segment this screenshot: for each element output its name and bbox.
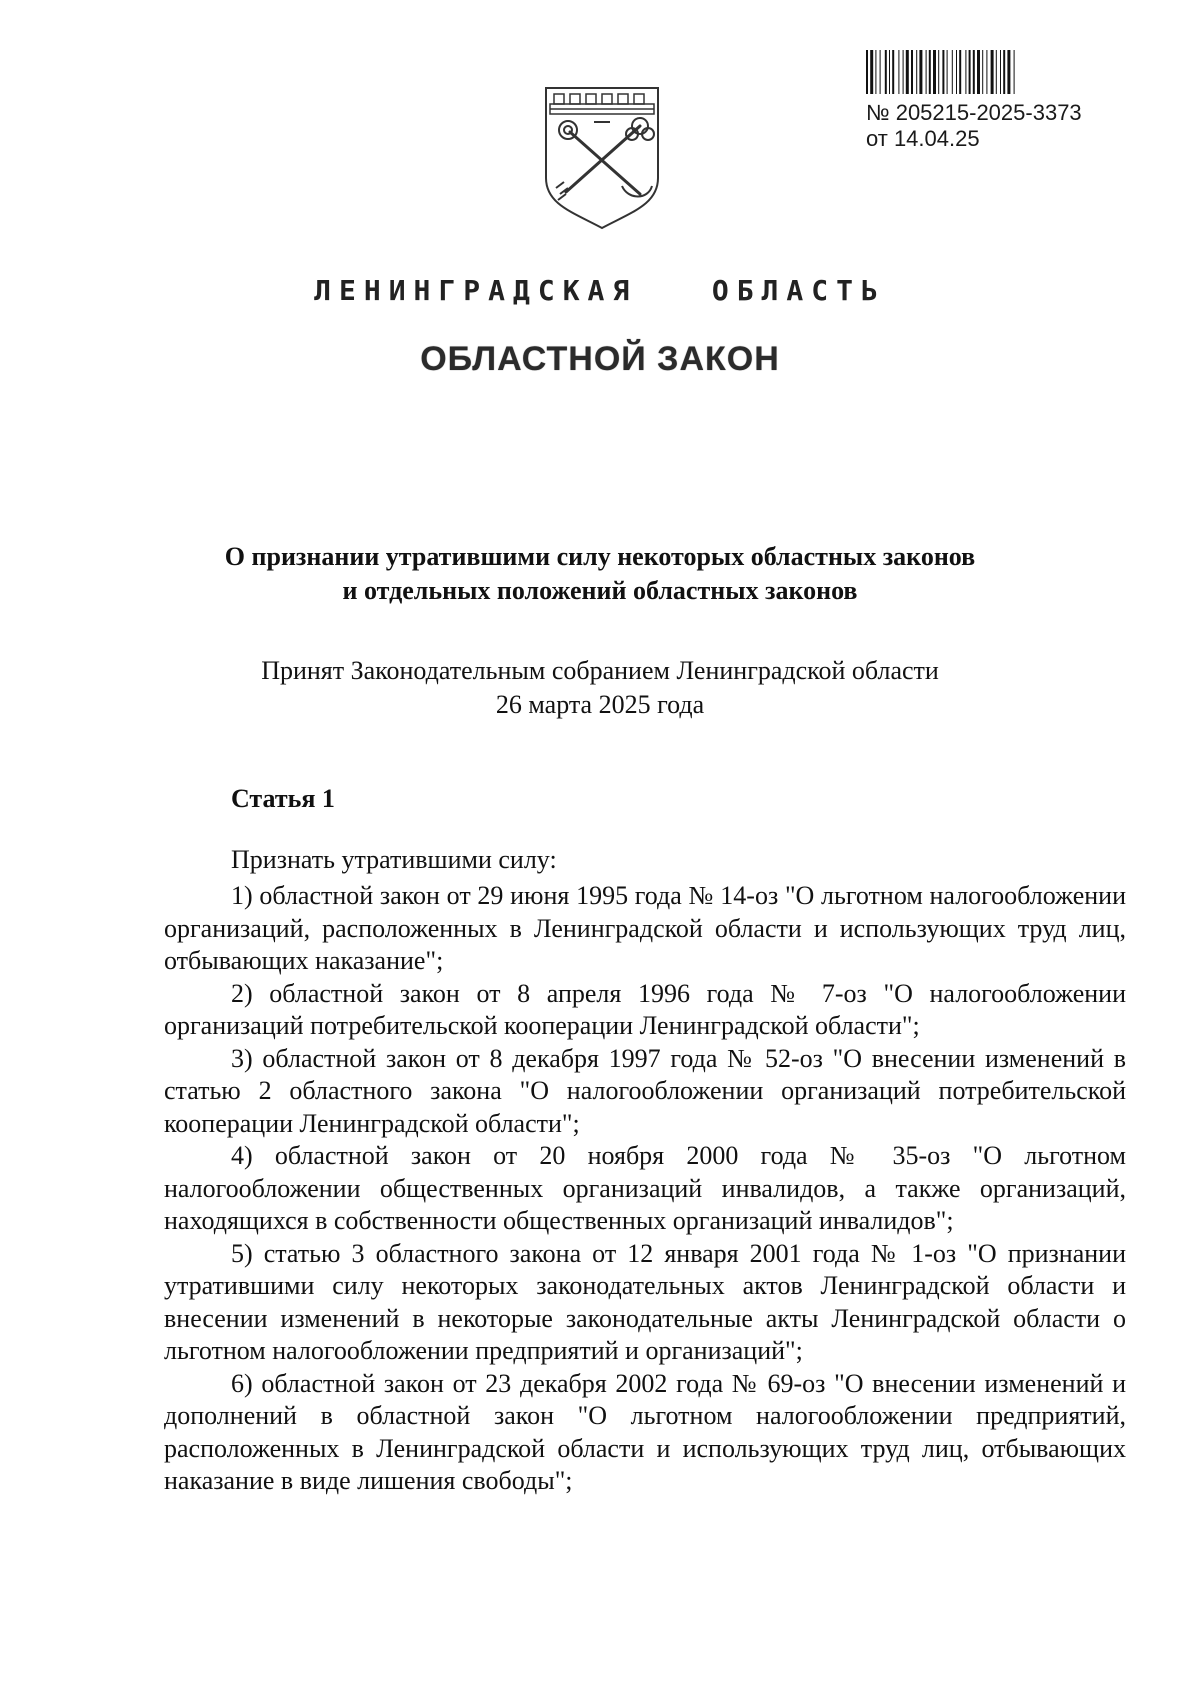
law-title-line-2: и отдельных положений областных законов xyxy=(342,576,858,605)
article-heading: Статья 1 xyxy=(231,784,335,813)
article-intro: Признать утратившими силу: xyxy=(231,845,557,874)
adoption-line-1: Принят Законодательным собранием Ленинградской области xyxy=(261,656,939,685)
coat-of-arms-icon xyxy=(536,82,668,230)
registration-block xyxy=(866,100,1082,152)
law-title-line-1: О признании утратившими силу некоторых областных законов xyxy=(224,542,976,571)
adoption-note xyxy=(0,654,1200,722)
article-item: 5) статью 3 областного закона от 12 января 2001 года № 1-оз "О признании утратившими силу некоторых законодательных актов Ленинградской области и внесении изменений в некоторые законодательные акты Ленинградской области о льготном налогообложении предприятий и организаций"; xyxy=(164,1238,1126,1365)
article-item: 6) областной закон от 23 декабря 2002 года № 69-оз "О внесении изменений и дополнений в областной закон "О льготном налогообложении предприятий, расположенных в Ленинградской области и использующих труд лиц, отбывающих наказание в виде лишения свободы"; xyxy=(164,1368,1126,1495)
registration-number: № 205215-2025-3373 xyxy=(866,100,1082,125)
document-type: ОБЛАСТНОЙ ЗАКОН xyxy=(420,340,780,378)
article-item: 3) областной закон от 8 декабря 1997 года № 52-оз "О внесении изменений в статью 2 областного закона "О налогообложении организаций потребительской кооперации Ленинградской области"; xyxy=(164,1043,1126,1138)
registration-date: от 14.04.25 xyxy=(866,126,980,151)
barcode-icon xyxy=(864,50,1108,94)
article-item: 1) областной закон от 29 июня 1995 года № 14-оз "О льготном налогообложении организаций, расположенных в Ленинградской области и использующих труд лиц, отбывающих наказание"; xyxy=(164,881,1126,975)
law-title xyxy=(0,540,1200,608)
adoption-line-2: 26 марта 2025 года xyxy=(495,690,705,719)
article-items xyxy=(164,880,1126,1498)
article-item: 4) областной закон от 20 ноября 2000 года № 35-оз "О льготном налогообложении общественных организаций инвалидов, а также организаций, находящихся в собственности общественных организаций инвалидов"; xyxy=(164,1141,1126,1235)
article-item: 2) областной закон от 8 апреля 1996 года № 7-оз "О налогообложении организаций потребительской кооперации Ленинградской области"; xyxy=(164,978,1126,1040)
region-name: ЛЕНИНГРАДСКАЯ ОБЛАСТЬ xyxy=(314,274,886,307)
